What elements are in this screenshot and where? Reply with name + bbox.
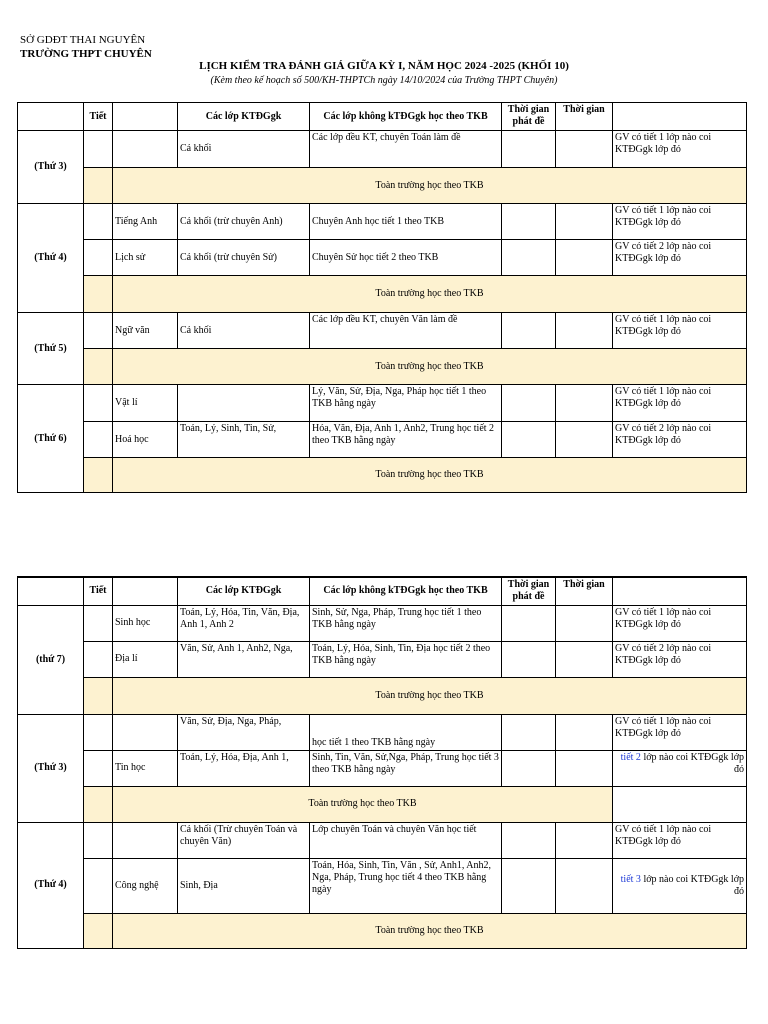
lop-khong-cell: Hóa, Văn, Địa, Anh 1, Anh2, Trung học tiết 2 theo TKB hằng ngày	[310, 422, 502, 458]
lop-khong-cell: Sinh, Sử, Nga, Pháp, Trung học tiết 1 theo TKB hằng ngày	[310, 605, 502, 641]
full-school-note: Toàn trường học theo TKB	[113, 913, 747, 948]
lop-khong-cell: học tiết 1 theo TKB hằng ngày	[310, 714, 502, 750]
table-row	[18, 240, 747, 276]
lop-khong-cell: Toán, Lý, Hóa, Sinh, Tin, Địa học tiết 2 theo TKB hằng ngày	[310, 641, 502, 677]
gv-note-cell: GV có tiết 1 lớp nào coi KTĐGgk lớp đó	[613, 385, 747, 422]
lop-khong-cell: Toán, Hóa, Sinh, Tin, Văn , Sử, Anh1, Anh2, Nga, Pháp, Trung học tiết 4 theo TKB hằng ngày	[310, 858, 502, 913]
table-row	[18, 714, 747, 750]
subject-cell: Địa lí	[113, 641, 178, 677]
gv-note-cell: GV có tiết 2 lớp nào coi KTĐGgk lớp đó	[613, 641, 747, 677]
col-thoi-gian: Thời gian	[556, 103, 613, 131]
lop-ktdg-cell: Cả khối	[178, 313, 310, 349]
lop-ktdg-cell: Toán, Lý, Hóa, Tin, Văn, Địa, Anh 1, Anh 2	[178, 605, 310, 641]
day-label: (Thứ 4)	[18, 822, 84, 948]
lop-ktdg-cell: Cả khối	[178, 131, 310, 168]
tiet-highlight: tiết 2	[620, 751, 641, 763]
table-row	[18, 422, 747, 458]
subject-cell: Lịch sử	[113, 240, 178, 276]
table-header-row	[18, 577, 747, 605]
table-row	[18, 677, 747, 714]
table-row	[18, 786, 747, 822]
subject-cell: Hoá học	[113, 422, 178, 458]
gv-note-cell: GV có tiết 1 lớp nào coi KTĐGgk lớp đó	[613, 131, 747, 168]
document-title: LỊCH KIỂM TRA ĐÁNH GIÁ GIỮA KỲ I, NĂM HỌC 2024 -2025 (KHỐI 10)	[199, 60, 569, 72]
lop-ktdg-cell: Sinh, Địa	[178, 858, 310, 913]
lop-ktdg-cell: Cả khối (Trừ chuyên Toán và chuyên Văn)	[178, 822, 310, 858]
day-label: (Thứ 3)	[18, 131, 84, 204]
table-row	[18, 131, 747, 168]
gv-note-cell: GV có tiết 2 lớp nào coi KTĐGgk lớp đó	[613, 240, 747, 276]
subject-cell: Tin học	[113, 750, 178, 786]
lop-khong-cell: Chuyên Sử học tiết 2 theo TKB	[310, 240, 502, 276]
lop-ktdg-cell: Cả khối (trừ chuyên Sử)	[178, 240, 310, 276]
day-label: (Thứ 5)	[18, 313, 84, 385]
lop-ktdg-cell: Toán, Lý, Hóa, Địa, Anh 1,	[178, 750, 310, 786]
full-school-note: Toàn trường học theo TKB	[113, 276, 747, 313]
full-school-note: Toàn trường học theo TKB	[113, 168, 747, 204]
schedule-table-1	[17, 102, 747, 493]
col-tg-phat-de: Thời gian phát đề	[502, 577, 556, 605]
gv-note-cell: GV có tiết 2 lớp nào coi KTĐGgk lớp đó	[613, 422, 747, 458]
document-header-left	[20, 33, 152, 61]
day-label: (thứ 7)	[18, 605, 84, 714]
full-school-note: Toàn trường học theo TKB	[113, 458, 747, 493]
lop-khong-cell: Các lớp đều KT, chuyên Toán làm đề	[310, 131, 502, 168]
table-row	[18, 168, 747, 204]
full-school-note: Toàn trường học theo TKB	[113, 349, 747, 385]
gv-note-cell: GV có tiết 1 lớp nào coi KTĐGgk lớp đó	[613, 714, 747, 750]
gv-note-cell: tiết 3 lớp nào coi KTĐGgk lớp đó	[613, 858, 747, 913]
lop-ktdg-cell: Cả khối (trừ chuyên Anh)	[178, 204, 310, 240]
school-name: TRƯỜNG THPT CHUYÊN	[20, 48, 152, 60]
col-thoi-gian: Thời gian	[556, 577, 613, 605]
subject-cell: Sinh học	[113, 605, 178, 641]
lop-ktdg-cell: Toán, Lý, Sinh, Tin, Sử,	[178, 422, 310, 458]
col-tg-phat-de: Thời gian phát đề	[502, 103, 556, 131]
col-tiet: Tiết	[84, 103, 113, 131]
table-row	[18, 858, 747, 913]
full-school-note: Toàn trường học theo TKB	[113, 677, 747, 714]
table-row	[18, 385, 747, 422]
day-label: (Thứ 6)	[18, 385, 84, 493]
table-row	[18, 913, 747, 948]
table-row	[18, 204, 747, 240]
gv-note-cell: GV có tiết 1 lớp nào coi KTĐGgk lớp đó	[613, 313, 747, 349]
table-row	[18, 458, 747, 493]
table-row	[18, 750, 747, 786]
lop-ktdg-cell: Văn, Sử, Địa, Nga, Pháp,	[178, 714, 310, 750]
schedule-table-2	[17, 576, 747, 949]
table-row	[18, 276, 747, 313]
subject-cell: Tiếng Anh	[113, 204, 178, 240]
lop-khong-cell: Chuyên Anh học tiết 1 theo TKB	[310, 204, 502, 240]
lop-khong-cell: Lý, Văn, Sử, Địa, Nga, Pháp học tiết 1 theo TKB hằng ngày	[310, 385, 502, 422]
department-name: SỞ GDĐT THAI NGUYÊN	[20, 34, 146, 46]
lop-khong-cell: Sinh, Tin, Văn, Sử,Nga, Pháp, Trung học tiết 3 theo TKB hằng ngày	[310, 750, 502, 786]
day-label: (Thứ 3)	[18, 714, 84, 822]
lop-khong-cell: Các lớp đều KT, chuyên Văn làm đề	[310, 313, 502, 349]
col-lop-ktdg: Các lớp KTĐGgk	[178, 103, 310, 131]
table-row	[18, 822, 747, 858]
table-row	[18, 605, 747, 641]
table-header-row	[18, 103, 747, 131]
gv-note-cell: GV có tiết 1 lớp nào coi KTĐGgk lớp đó	[613, 204, 747, 240]
table-row	[18, 313, 747, 349]
gv-note-cell: GV có tiết 1 lớp nào coi KTĐGgk lớp đó	[613, 822, 747, 858]
gv-note-cell: tiết 2 lớp nào coi KTĐGgk lớp đó	[613, 750, 747, 786]
col-lop-ktdg: Các lớp KTĐGgk	[178, 577, 310, 605]
day-label: (Thứ 4)	[18, 204, 84, 313]
document-subtitle: (Kèm theo kế hoạch số 500/KH-THPTCh ngày 14/10/2024 của Trường THPT Chuyên)	[210, 75, 558, 86]
table-row	[18, 349, 747, 385]
gv-note-cell: GV có tiết 1 lớp nào coi KTĐGgk lớp đó	[613, 605, 747, 641]
full-school-note: Toàn trường học theo TKB	[113, 786, 613, 822]
col-lop-khong: Các lớp không kTĐGgk học theo TKB	[310, 577, 502, 605]
subject-cell: Công nghệ	[113, 858, 178, 913]
subject-cell: Vật lí	[113, 385, 178, 422]
table-row	[18, 641, 747, 677]
subject-cell: Ngữ văn	[113, 313, 178, 349]
lop-ktdg-cell: Văn, Sử, Anh 1, Anh2, Nga,	[178, 641, 310, 677]
col-lop-khong: Các lớp không kTĐGgk học theo TKB	[310, 103, 502, 131]
col-tiet: Tiết	[84, 577, 113, 605]
tiet-highlight: tiết 3	[620, 873, 641, 885]
lop-khong-cell: Lớp chuyên Toán và chuyên Văn học tiết	[310, 822, 502, 858]
